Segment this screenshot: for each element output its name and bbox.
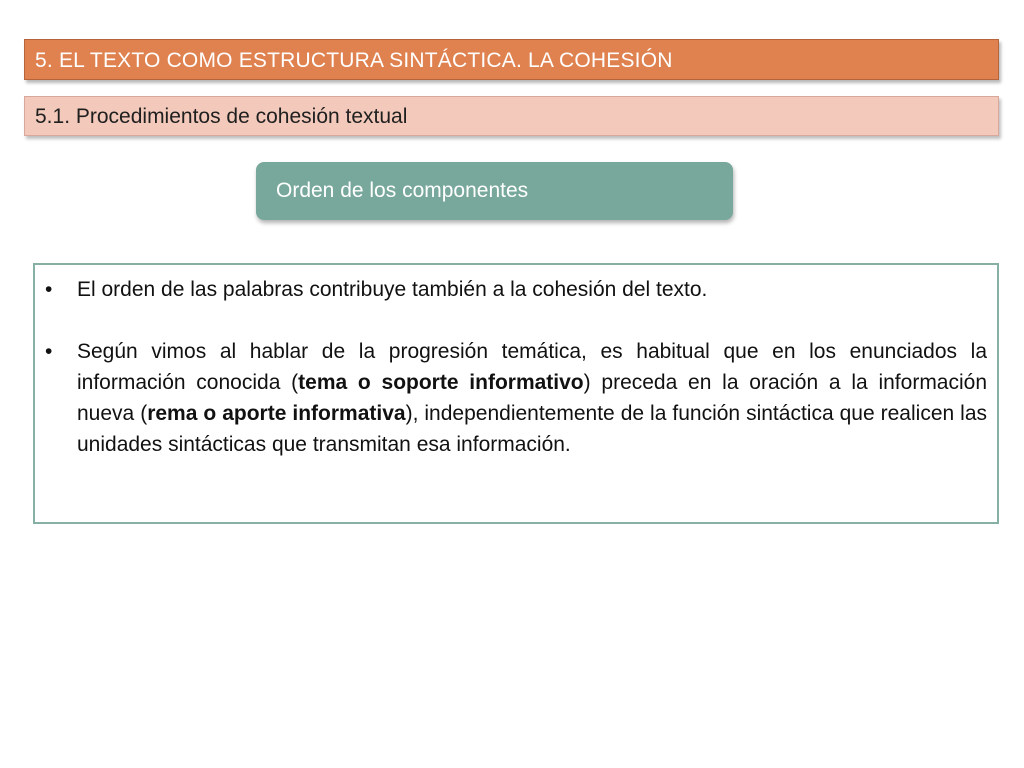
bullet-list	[43, 274, 987, 460]
bullet-text-thematic-progression	[77, 336, 987, 460]
text-segment: ) preceda en la oración a la información nueva (	[77, 371, 988, 425]
text-segment: ), independientemente de la función sintáctica que realicen las unidades sintácticas que transmitan esa información.	[77, 402, 988, 456]
bold-term-rema: rema o aporte informativa	[147, 402, 406, 425]
slide-title: 5. EL TEXTO COMO ESTRUCTURA SINTÁCTICA. LA COHESIÓN	[24, 39, 999, 80]
bullet-point-icon: •	[45, 340, 53, 363]
bullet-item	[43, 274, 987, 305]
bullet-point-icon: •	[45, 278, 53, 301]
text-segment: Según vimos al hablar de la progresión temática, es habitual que en los enunciados la información conocida (	[77, 340, 987, 394]
bold-term-tema: tema o soporte informativo	[298, 371, 584, 394]
section-label: Orden de los componentes	[256, 162, 733, 220]
bullet-item	[43, 336, 987, 460]
slide-subtitle: 5.1. Procedimientos de cohesión textual	[24, 96, 999, 136]
bullet-text-word-order: El orden de las palabras contribuye también a la cohesión del texto.	[77, 278, 708, 301]
content-box	[33, 263, 999, 524]
